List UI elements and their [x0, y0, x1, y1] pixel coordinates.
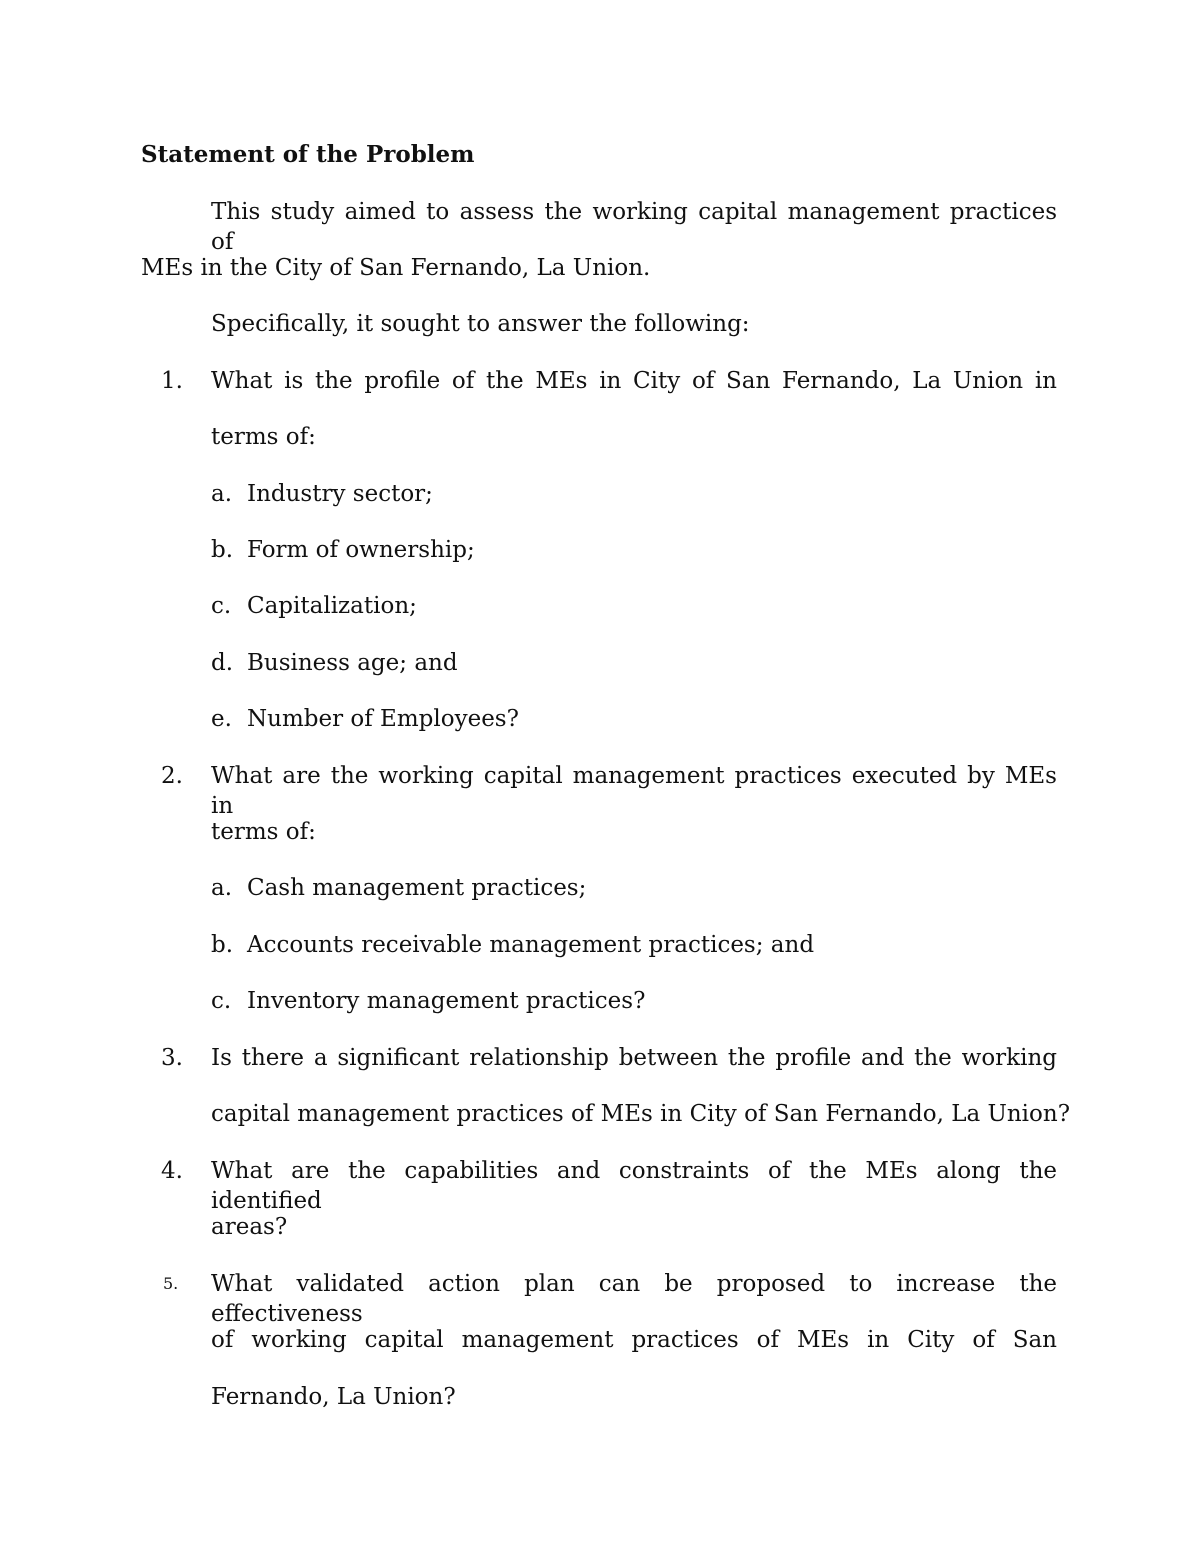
subitem-letter: e.: [211, 706, 232, 732]
question-text-line: What validated action plan can be proposed to increase the effectiveness: [211, 1271, 1057, 1327]
subitem-letter: a.: [211, 875, 233, 901]
intro-line-2: MEs in the City of San Fernando, La Union.: [141, 255, 651, 281]
subitem-text: Inventory management practices?: [247, 988, 646, 1014]
specifically-paragraph: Specifically, it sought to answer the following:: [211, 311, 750, 337]
subitem-text: Industry sector;: [247, 481, 433, 507]
subitem-text: Capitalization;: [247, 593, 417, 619]
subitem-text: Cash management practices;: [247, 875, 587, 901]
subitem-letter: a.: [211, 481, 233, 507]
question-number: 3.: [161, 1045, 183, 1071]
question-text-line: What are the capabilities and constraints of the MEs along the identified: [211, 1158, 1057, 1214]
subitem-letter: d.: [211, 650, 234, 676]
question-number: 4.: [161, 1158, 183, 1184]
subitem-letter: b.: [211, 932, 234, 958]
question-text-line: terms of:: [211, 819, 316, 845]
subitem-text: Accounts receivable management practices; and: [247, 932, 815, 958]
question-text-line: areas?: [211, 1214, 288, 1240]
question-text-line: capital management practices of MEs in City of San Fernando, La Union?: [211, 1101, 1071, 1127]
subitem-text: Number of Employees?: [247, 706, 519, 732]
subitem-letter: c.: [211, 593, 232, 619]
question-number: 1.: [161, 368, 183, 394]
question-text-line: What are the working capital management practices executed by MEs in: [211, 763, 1057, 819]
subitem-text: Business age; and: [247, 650, 458, 676]
question-text-line: of working capital management practices of MEs in City of San: [211, 1327, 1057, 1353]
question-number: 5.: [163, 1274, 179, 1293]
subitem-letter: b.: [211, 537, 234, 563]
subitem-text: Form of ownership;: [247, 537, 475, 563]
subitem-letter: c.: [211, 988, 232, 1014]
section-heading: Statement of the Problem: [141, 141, 475, 168]
intro-line-1: This study aimed to assess the working capital management practices of: [211, 199, 1057, 255]
question-text-line: Fernando, La Union?: [211, 1384, 456, 1410]
question-text-line: terms of:: [211, 424, 316, 450]
question-number: 2.: [161, 763, 183, 789]
question-text-line: Is there a significant relationship between the profile and the working: [211, 1045, 1057, 1071]
question-text-line: What is the profile of the MEs in City of San Fernando, La Union in: [211, 368, 1057, 394]
